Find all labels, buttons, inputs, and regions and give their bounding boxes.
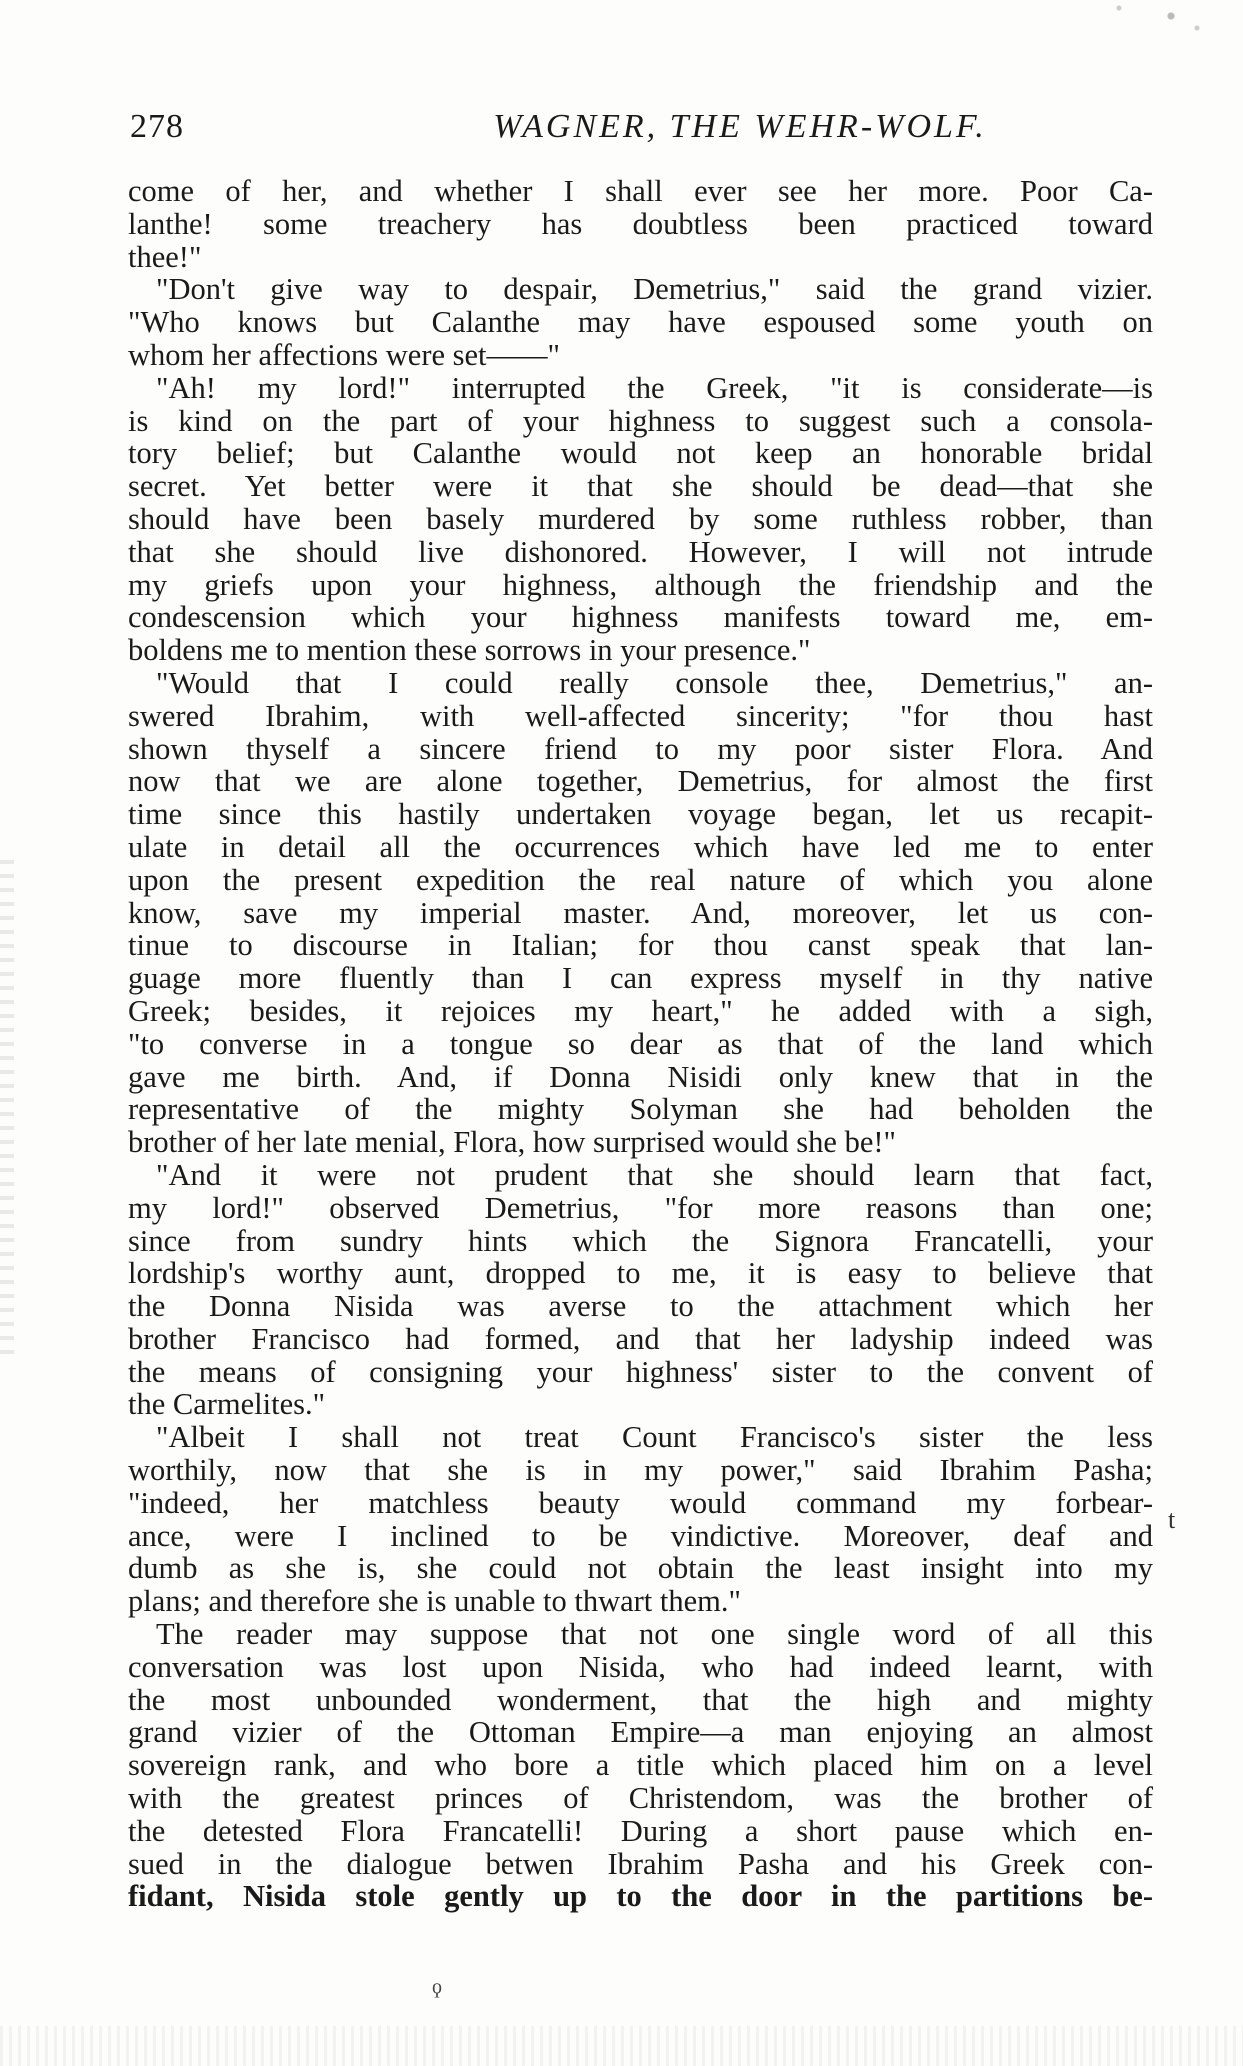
page-speckle-left-edge	[0, 860, 14, 1360]
text-line: boldens me to mention these sorrows in your presence."	[128, 633, 811, 668]
text-line: with the greatest princes of Christendom, was the brother of	[128, 1781, 1153, 1816]
text-line: thee!"	[128, 239, 202, 274]
text-line: "Don't give way to despair, Demetrius," said the grand vizier.	[156, 272, 1153, 307]
text-line: worthily, now that she is in my power," said Ibrahim Pasha;	[128, 1453, 1153, 1488]
footer-printer-mark: ϙ	[432, 1976, 442, 1998]
text-line: "Who knows but Calanthe may have espoused some youth on	[128, 305, 1153, 340]
page-speckle-top-right	[963, 0, 1223, 40]
text-line: "Would that I could really console thee, Demetrius," an-	[156, 665, 1153, 700]
text-line: the detested Flora Francatelli! During a short pause which en-	[128, 1813, 1153, 1848]
text-line: time since this hastily undertaken voyage began, let us recapit-	[128, 797, 1153, 832]
text-line: conversation was lost upon Nisida, who had indeed learnt, with	[128, 1649, 1153, 1684]
text-line: the Donna Nisida was averse to the attachment which her	[128, 1289, 1153, 1324]
text-line: "And it were not prudent that she should learn that fact,	[156, 1157, 1153, 1192]
text-line: my griefs upon your highness, although the friendship and the	[128, 567, 1153, 602]
text-line: now that we are alone together, Demetrius, for almost the first	[128, 764, 1153, 799]
text-line: swered Ibrahim, with well-affected sincerity; "for thou hast	[128, 698, 1153, 733]
text-line: "Albeit I shall not treat Count Francisco's sister the less	[156, 1420, 1153, 1455]
text-line: plans; and therefore she is unable to thwart them."	[128, 1584, 741, 1619]
text-line: fidant, Nisida stole gently up to the door in the partitions be-	[128, 1879, 1153, 1914]
text-line: tory belief; but Calanthe would not keep an honorable bridal	[128, 436, 1153, 471]
text-line: upon the present expedition the real nature of which you alone	[128, 862, 1153, 897]
text-line: gave me birth. And, if Donna Nisidi only knew that in the	[128, 1059, 1153, 1094]
text-line: the most unbounded wonderment, that the high and mighty	[128, 1682, 1153, 1717]
page-header	[130, 108, 1150, 158]
text-line: lordship's worthy aunt, dropped to me, it is easy to believe that	[128, 1256, 1153, 1291]
text-line: brother of her late menial, Flora, how surprised would she be!"	[128, 1125, 896, 1160]
body-text	[128, 175, 1153, 1913]
text-line: "to converse in a tongue so dear as that of the land which	[128, 1026, 1153, 1061]
text-line: ance, were I inclined to be vindictive. Moreover, deaf and	[128, 1518, 1153, 1553]
text-line: representative of the mighty Solyman she had beholden the	[128, 1092, 1153, 1127]
page-number: 278	[130, 108, 184, 145]
text-line: shown thyself a sincere friend to my poor sister Flora. And	[128, 731, 1153, 766]
text-line: ulate in detail all the occurrences which have led me to enter	[128, 829, 1153, 864]
text-line: brother Francisco had formed, and that her ladyship indeed was	[128, 1321, 1153, 1356]
text-line: sovereign rank, and who bore a title which placed him on a level	[128, 1748, 1153, 1783]
text-line: should have been basely murdered by some ruthless robber, than	[128, 501, 1153, 536]
text-line: come of her, and whether I shall ever see her more. Poor Ca-	[128, 174, 1153, 208]
text-line: secret. Yet better were it that she should be dead—that she	[128, 469, 1153, 504]
text-line: the Carmelites."	[128, 1387, 326, 1422]
margin-mark: t	[1168, 1505, 1176, 1534]
text-line: the means of consigning your highness' sister to the convent of	[128, 1354, 1153, 1389]
text-line: guage more fluently than I can express myself in thy native	[128, 961, 1153, 996]
text-line: sued in the dialogue betwen Ibrahim Pasha and his Greek con-	[128, 1846, 1153, 1881]
text-line: since from sundry hints which the Signora Francatelli, your	[128, 1223, 1153, 1258]
text-line: is kind on the part of your highness to suggest such a consola-	[128, 403, 1153, 438]
text-line: lanthe! some treachery has doubtless been practiced toward	[128, 206, 1153, 241]
text-line: dumb as she is, she could not obtain the least insight into my	[128, 1551, 1153, 1586]
text-line: whom her affections were set——"	[128, 337, 560, 372]
text-line: condescension which your highness manifests toward me, em-	[128, 600, 1153, 635]
text-line: The reader may suppose that not one single word of all this	[156, 1617, 1153, 1652]
text-line: "Ah! my lord!" interrupted the Greek, "it is considerate—is	[156, 370, 1153, 405]
text-line: my lord!" observed Demetrius, "for more reasons than one;	[128, 1190, 1153, 1225]
page-speckle-bottom	[0, 2026, 1243, 2066]
text-line: "indeed, her matchless beauty would command my forbear-	[128, 1485, 1153, 1520]
text-line: that she should live dishonored. However, I will not intrude	[128, 534, 1153, 569]
running-title: WAGNER, THE WEHR-WOLF.	[493, 108, 987, 145]
text-line: grand vizier of the Ottoman Empire—a man enjoying an almost	[128, 1715, 1153, 1750]
text-line: tinue to discourse in Italian; for thou canst speak that lan-	[128, 928, 1153, 963]
text-line: know, save my imperial master. And, moreover, let us con-	[128, 895, 1153, 930]
text-line: Greek; besides, it rejoices my heart," he added with a sigh,	[128, 993, 1153, 1028]
